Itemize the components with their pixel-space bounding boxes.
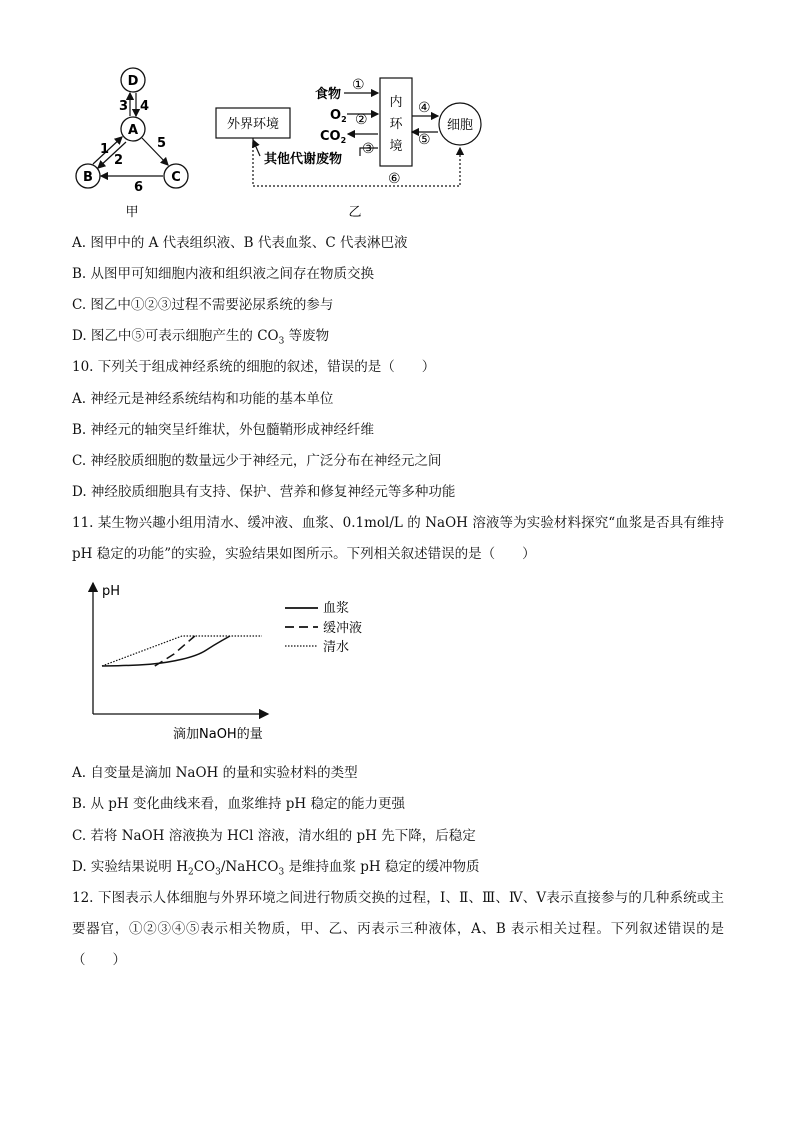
y-axis-label: pH <box>102 584 121 599</box>
q11-option-d: D. 实验结果说明 $H_2CO_3/NaHCO_3$ 是维持血浆 pH 稳定的缓冲物质 <box>72 859 480 878</box>
node-c <box>164 164 188 188</box>
series-line-water <box>102 636 262 666</box>
q10-option-d: D. 神经胶质细胞具有支持、保护、营养和修复神经元等多种功能 <box>72 484 456 500</box>
q10-option-c: C. 神经胶质细胞的数量远少于神经元，广泛分布在神经元之间 <box>72 453 442 469</box>
external-env-label: 外界环境 <box>226 117 280 132</box>
node-b-label: B <box>83 170 93 185</box>
legend-label-buffer: 缓冲液 <box>323 621 363 636</box>
figure-jia <box>60 58 210 228</box>
marker-5: ⑤ <box>418 132 431 148</box>
q11-option-c: C. 若将 NaOH 溶液换为 HCl 溶液，清水组的 pH 先下降，后稳定 <box>72 828 476 844</box>
q11-option-b: B. 从 pH 变化曲线来看，血浆维持 pH 稳定的能力更强 <box>72 796 405 812</box>
ph-chart <box>80 578 380 750</box>
node-d-label: D <box>127 74 139 89</box>
other-waste-label: 其他代谢废物 <box>264 152 343 167</box>
legend <box>285 600 362 655</box>
q9-option-b: B. 从图甲可知细胞内液和组织液之间存在物质交换 <box>72 266 375 282</box>
label-1: 1 <box>100 142 110 157</box>
q10-option-a: A. 神经元是神经系统结构和功能的基本单位 <box>72 391 334 407</box>
label-6: 6 <box>134 180 144 195</box>
cell-label: 细胞 <box>446 118 474 133</box>
label-2: 2 <box>114 153 124 168</box>
q9-option-d: D. 图乙中⑤可表示细胞产生的 $CO_3$ 等废物 <box>72 328 330 347</box>
label-4: 4 <box>140 99 150 114</box>
node-a <box>121 117 145 141</box>
marker-4: ④ <box>418 100 431 116</box>
legend-label-water: 清水 <box>323 640 350 655</box>
figure-yi <box>210 70 500 222</box>
internal-env-char-3: 境 <box>389 139 403 154</box>
q9-option-c: C. 图乙中①②③过程不需要泌尿系统的参与 <box>72 297 334 313</box>
caption-jia: 甲 <box>125 205 139 220</box>
node-c-label: C <box>171 170 181 185</box>
marker-1: ① <box>352 77 365 93</box>
arrow-to-external <box>253 140 260 156</box>
q11-stem: 11. 某生物兴趣小组用清水、缓冲液、血浆、0.1mol/L 的 NaOH 溶液等为实验材料探究“血浆是否具有维持 pH 稳定的功能”的实验，实验结果如图所示。下列相关叙述错误的是（ ） <box>72 515 724 562</box>
q10-stem: 10. 下列关于组成神经系统的细胞的叙述，错误的是（ ） <box>72 359 436 375</box>
x-axis-label: 滴加NaOH的量 <box>173 727 263 742</box>
q12-stem: 12. 下图表示人体细胞与外界环境之间进行物质交换的过程，Ⅰ、Ⅱ、Ⅲ、Ⅳ、Ⅴ表示直接参与的几种系统或主要器官，①②③④⑤表示相关物质，甲、乙、丙表示三种液体，A、B 表示相关过程。下列叙述错误的是（ ） <box>72 890 724 968</box>
label-3: 3 <box>119 99 129 114</box>
series-line-plasma <box>102 636 230 666</box>
q11-option-a: A. 自变量是滴加 NaOH 的量和实验材料的类型 <box>72 765 358 781</box>
legend-label-plasma: 血浆 <box>323 601 350 616</box>
co2-label: $CO_2$ <box>320 129 347 145</box>
q9-option-a: A. 图甲中的 A 代表组织液、B 代表血浆、C 代表淋巴液 <box>72 235 408 251</box>
node-d <box>121 68 145 92</box>
food-label: 食物 <box>315 87 342 102</box>
node-a-label: A <box>127 123 139 138</box>
q10-option-b: B. 神经元的轴突呈纤维状，外包髓鞘形成神经纤维 <box>72 422 375 438</box>
marker-2: ② <box>355 112 368 128</box>
caption-yi: 乙 <box>348 205 362 220</box>
internal-env-char-2: 环 <box>389 117 403 132</box>
node-b <box>76 164 100 188</box>
internal-env-char-1: 内 <box>389 95 403 110</box>
o2-label: $O_2$ <box>330 108 347 124</box>
label-5: 5 <box>157 136 167 151</box>
marker-3: ③ <box>362 141 375 157</box>
marker-6: ⑥ <box>388 171 401 187</box>
